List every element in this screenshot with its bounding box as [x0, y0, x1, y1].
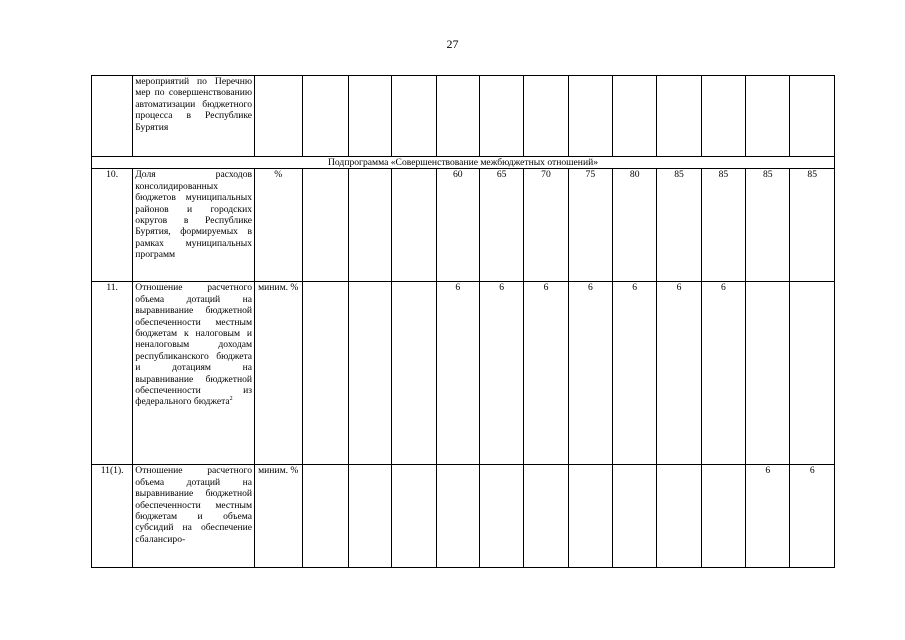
footnote-marker: 2	[229, 396, 233, 403]
indicator-description	[133, 169, 255, 282]
value-cell: 70	[524, 169, 568, 282]
value-cell: 6	[436, 282, 479, 465]
value-cell	[436, 465, 479, 568]
indicator-description	[133, 76, 255, 157]
value-cell	[746, 76, 790, 157]
table-body	[92, 76, 835, 568]
indicator-description	[133, 282, 255, 465]
value-cell: 85	[746, 169, 790, 282]
value-cell	[746, 282, 790, 465]
value-cell: 6	[479, 282, 523, 465]
value-cell	[302, 169, 348, 282]
value-cell	[302, 465, 348, 568]
table-row	[92, 76, 835, 157]
value-cell	[436, 76, 479, 157]
value-cell	[701, 465, 745, 568]
value-cell	[392, 465, 436, 568]
value-cell: 6	[701, 282, 745, 465]
value-cell	[348, 169, 391, 282]
value-cell: 6	[746, 465, 790, 568]
value-cell: 85	[701, 169, 745, 282]
value-cell	[657, 465, 701, 568]
value-cell	[524, 76, 568, 157]
value-cell: 85	[790, 169, 835, 282]
value-cell: 6	[568, 282, 612, 465]
row-number: 11(1).	[92, 465, 133, 568]
unit-cell: %	[255, 169, 302, 282]
value-cell: 6	[524, 282, 568, 465]
value-cell	[701, 76, 745, 157]
value-cell	[568, 76, 612, 157]
subprogram-heading-row	[92, 157, 835, 169]
row-number	[92, 76, 133, 157]
value-cell: 6	[657, 282, 701, 465]
value-cell	[392, 282, 436, 465]
value-cell	[302, 76, 348, 157]
table-row	[92, 169, 835, 282]
indicator-description-text: мероприятий по Перечню мер по совершенствованию автоматизации бюджетного процесса в Республике Бурятия	[135, 76, 253, 133]
value-cell: 65	[479, 169, 523, 282]
value-cell	[613, 76, 657, 157]
indicator-description-text: Отношение расчетного объема дотаций на выравнивание бюджетной обеспеченности местным бюджетам к налоговым и неналоговым доходам республиканского бюджета и дотациям на выравнивание бюджетной обеспеченности из федерального бюджета	[135, 282, 253, 408]
value-cell	[392, 76, 436, 157]
value-cell: 75	[568, 169, 612, 282]
value-cell	[790, 282, 835, 465]
indicator-description	[133, 465, 255, 568]
value-cell: 85	[657, 169, 701, 282]
value-cell	[348, 76, 391, 157]
unit-cell	[255, 76, 302, 157]
indicator-description-text: Доля расходов консолидированных бюджетов муниципальных районов и городских округов в Республике Бурятия, формируемых в рамках муниципальных программ	[135, 169, 253, 261]
value-cell	[568, 465, 612, 568]
table-row	[92, 465, 835, 568]
value-cell	[613, 465, 657, 568]
value-cell	[524, 465, 568, 568]
row-number: 11.	[92, 282, 133, 465]
page-number: 27	[446, 37, 459, 51]
subprogram-heading: Подпрограмма «Совершенствование межбюджетных отношений»	[92, 157, 835, 169]
indicator-description-text: Отношение расчетного объема дотаций на выравнивание бюджетной обеспеченности местным бюджетам и объема субсидий на обеспечение сбалансиро-	[135, 465, 253, 545]
unit-cell: миним. %	[255, 465, 302, 568]
value-cell	[348, 465, 391, 568]
value-cell	[657, 76, 701, 157]
value-cell: 80	[613, 169, 657, 282]
row-number: 10.	[92, 169, 133, 282]
value-cell	[302, 282, 348, 465]
value-cell	[392, 169, 436, 282]
value-cell: 60	[436, 169, 479, 282]
value-cell	[479, 465, 523, 568]
indicators-table	[91, 75, 835, 568]
table-row	[92, 282, 835, 465]
unit-cell: миним. %	[255, 282, 302, 465]
value-cell: 6	[790, 465, 835, 568]
value-cell	[348, 282, 391, 465]
value-cell	[479, 76, 523, 157]
value-cell	[790, 76, 835, 157]
value-cell: 6	[613, 282, 657, 465]
